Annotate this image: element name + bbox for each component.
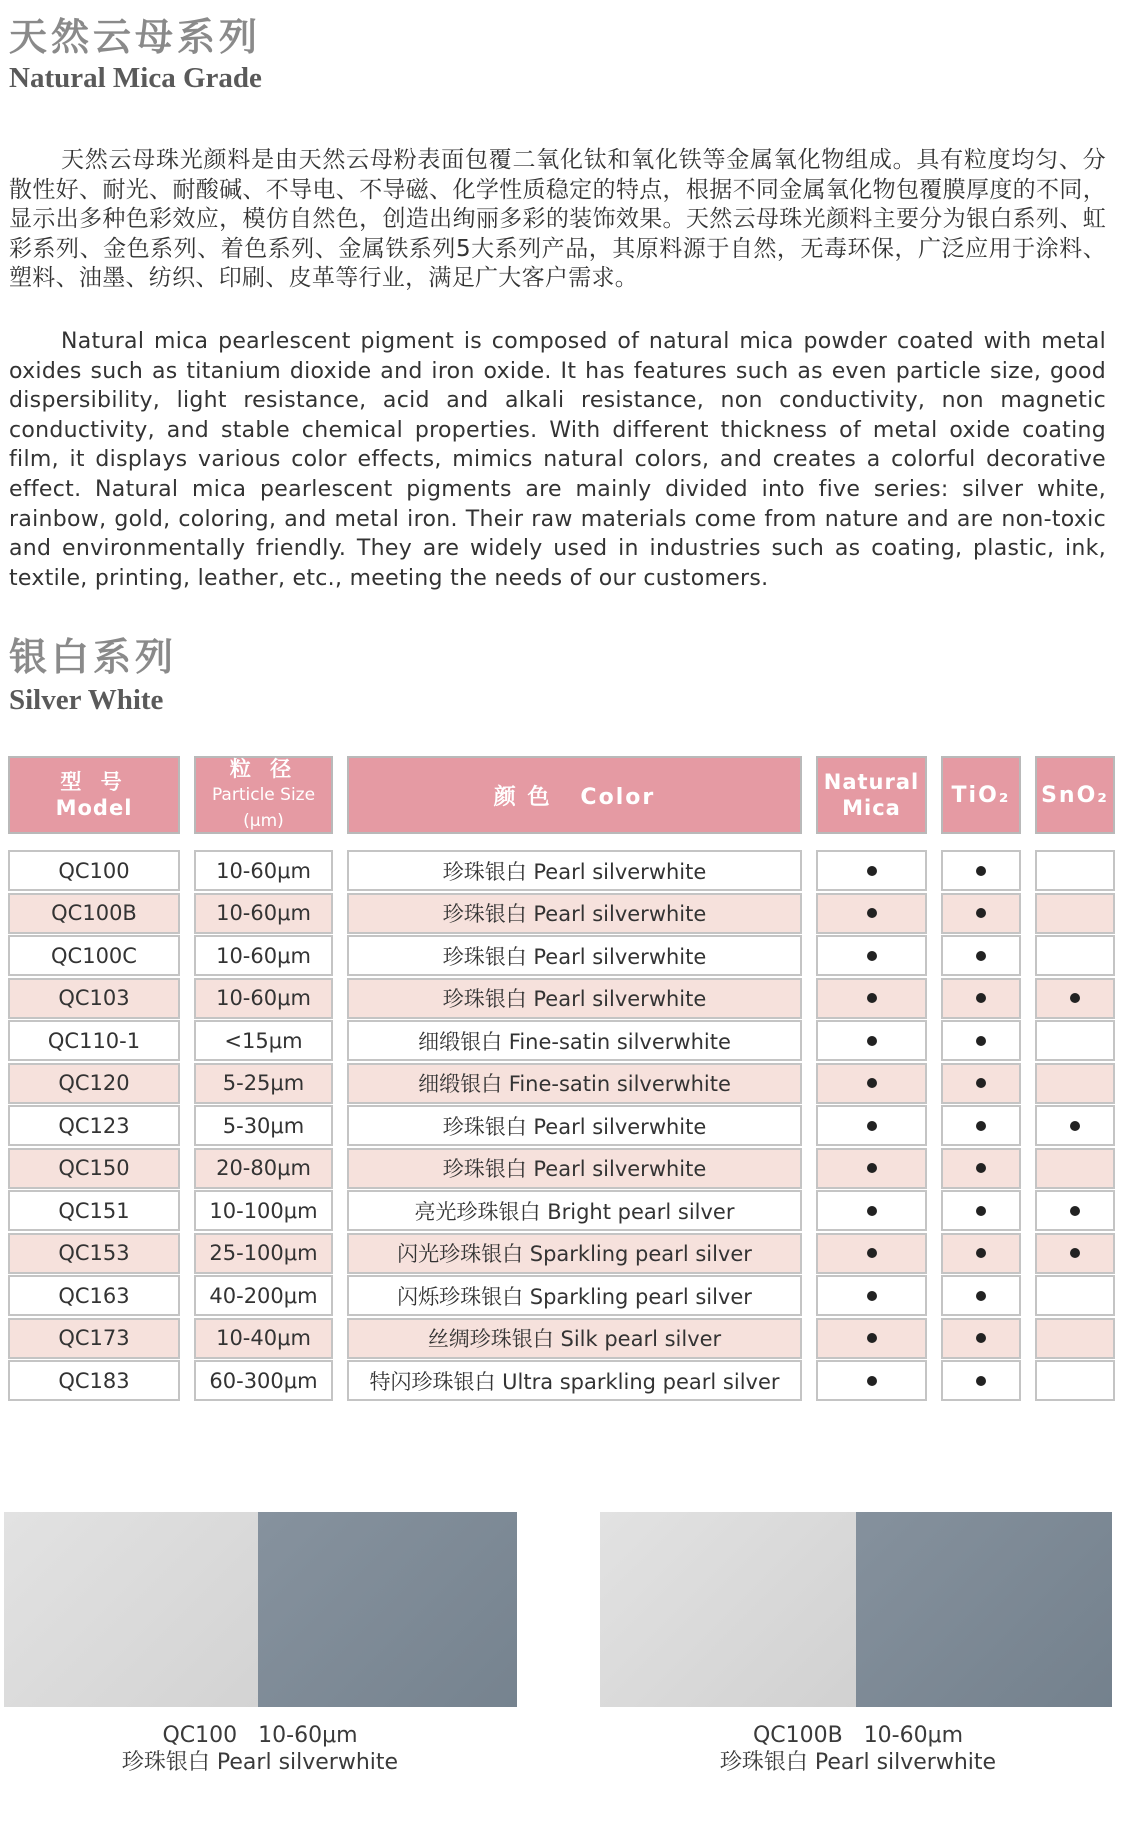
cell-mica	[816, 1233, 927, 1274]
cell-mica	[816, 978, 927, 1019]
sample-swatch-light-2	[600, 1512, 856, 1707]
section-title-zh: 天然云母系列	[9, 14, 262, 59]
cell-size: 10-60μm	[194, 935, 333, 976]
cell-model: QC120	[8, 1063, 180, 1104]
presence-dot-icon	[976, 1078, 986, 1088]
table-row	[0, 1148, 1125, 1191]
table-row	[0, 1275, 1125, 1318]
table-row	[0, 935, 1125, 978]
presence-dot-icon	[867, 993, 877, 1003]
cell-size: 20-80μm	[194, 1148, 333, 1189]
cell-size: 5-25μm	[194, 1063, 333, 1104]
cell-color: 特闪珍珠银白 Ultra sparkling pearl silver	[347, 1360, 802, 1401]
table-row	[0, 893, 1125, 936]
presence-dot-icon	[867, 866, 877, 876]
cell-tio2	[941, 893, 1021, 934]
presence-dot-icon	[976, 908, 986, 918]
cell-model: QC103	[8, 978, 180, 1019]
cell-color: 丝绸珍珠银白 Silk pearl silver	[347, 1318, 802, 1359]
cell-color: 细缎银白 Fine-satin silverwhite	[347, 1020, 802, 1061]
table-row	[0, 1190, 1125, 1233]
cell-model: QC151	[8, 1190, 180, 1231]
table-row	[0, 978, 1125, 1021]
cell-tio2	[941, 1318, 1021, 1359]
cell-tio2	[941, 1275, 1021, 1316]
cell-mica	[816, 1275, 927, 1316]
cell-size: 25-100μm	[194, 1233, 333, 1274]
sample-2-color: 珍珠银白 Pearl silverwhite	[719, 1750, 997, 1775]
intro-paragraph-zh: 天然云母珠光颜料是由天然云母粉表面包覆二氧化钛和氧化铁等金属氧化物组成。具有粒度均匀、分散性好、耐光、耐酸碱、不导电、不导磁、化学性质稳定的特点，根据不同金属氧化物包覆膜厚度的不同，显示出多种色彩效应，模仿自然色，创造出绚丽多彩的装饰效果。天然云母珠光颜料主要分为银白系列、虹彩系列、金色系列、着色系列、金属铁系列5大系列产品，其原料源于自然，无毒环保，广泛应用于涂料、塑料、油墨、纺织、印刷、皮革等行业，满足广大客户需求。	[9, 147, 1106, 292]
cell-sno2	[1035, 1105, 1115, 1146]
series-title-zh: 银白系列	[9, 634, 178, 679]
sample-1-model: QC100	[162, 1723, 238, 1748]
sample-swatch-dark-2	[856, 1512, 1112, 1707]
cell-tio2	[941, 1148, 1021, 1189]
cell-model: QC173	[8, 1318, 180, 1359]
sample-caption-2	[658, 1722, 1058, 1776]
cell-model: QC100	[8, 850, 180, 891]
presence-dot-icon	[867, 1333, 877, 1343]
cell-mica	[816, 1020, 927, 1061]
cell-color: 闪光珍珠银白 Sparkling pearl silver	[347, 1233, 802, 1274]
cell-mica	[816, 893, 927, 934]
presence-dot-icon	[867, 1163, 877, 1173]
presence-dot-icon	[976, 1121, 986, 1131]
presence-dot-icon	[867, 1206, 877, 1216]
header-model	[8, 756, 180, 834]
cell-size: <15μm	[194, 1020, 333, 1061]
cell-sno2	[1035, 1233, 1115, 1274]
cell-size: 40-200μm	[194, 1275, 333, 1316]
header-tio2	[941, 756, 1021, 834]
header-particle-size	[194, 756, 333, 834]
cell-tio2	[941, 850, 1021, 891]
presence-dot-icon	[976, 993, 986, 1003]
presence-dot-icon	[1070, 1248, 1080, 1258]
header-model-zh: 型 号	[60, 770, 128, 794]
header-color	[347, 756, 802, 834]
presence-dot-icon	[976, 1163, 986, 1173]
cell-sno2	[1035, 1318, 1115, 1359]
presence-dot-icon	[867, 1078, 877, 1088]
header-color-label: 颜 色 Color	[493, 784, 656, 810]
sample-2-size: 10-60μm	[863, 1723, 964, 1748]
cell-tio2	[941, 1190, 1021, 1231]
cell-size: 10-40μm	[194, 1318, 333, 1359]
header-sno2	[1035, 756, 1115, 834]
table-row	[0, 1063, 1125, 1106]
table-row	[0, 850, 1125, 893]
cell-color: 细缎银白 Fine-satin silverwhite	[347, 1063, 802, 1104]
table-row	[0, 1360, 1125, 1403]
cell-sno2	[1035, 850, 1115, 891]
presence-dot-icon	[1070, 993, 1080, 1003]
cell-color: 珍珠银白 Pearl silverwhite	[347, 850, 802, 891]
header-mica-line2: Mica	[842, 796, 901, 820]
presence-dot-icon	[976, 1036, 986, 1046]
cell-color: 珍珠银白 Pearl silverwhite	[347, 1148, 802, 1189]
cell-sno2	[1035, 1063, 1115, 1104]
cell-size: 10-60μm	[194, 978, 333, 1019]
presence-dot-icon	[976, 1291, 986, 1301]
cell-sno2	[1035, 1148, 1115, 1189]
header-size-zh: 粒 径	[229, 757, 298, 781]
cell-tio2	[941, 1233, 1021, 1274]
presence-dot-icon	[976, 1248, 986, 1258]
cell-sno2	[1035, 893, 1115, 934]
sample-caption-1	[60, 1722, 460, 1776]
cell-color: 珍珠银白 Pearl silverwhite	[347, 1105, 802, 1146]
header-size-en: Particle Size (μm)	[211, 785, 316, 831]
cell-model: QC110-1	[8, 1020, 180, 1061]
cell-size: 10-60μm	[194, 850, 333, 891]
presence-dot-icon	[976, 1376, 986, 1386]
cell-tio2	[941, 1105, 1021, 1146]
header-model-en: Model	[55, 796, 133, 820]
cell-tio2	[941, 1020, 1021, 1061]
cell-color: 亮光珍珠银白 Bright pearl silver	[347, 1190, 802, 1231]
presence-dot-icon	[1070, 1121, 1080, 1131]
cell-model: QC100B	[8, 893, 180, 934]
sample-2-model: QC100B	[752, 1723, 843, 1748]
table-row	[0, 1020, 1125, 1063]
cell-mica	[816, 1105, 927, 1146]
cell-mica	[816, 1063, 927, 1104]
presence-dot-icon	[867, 1036, 877, 1046]
presence-dot-icon	[1070, 1206, 1080, 1216]
cell-mica	[816, 1148, 927, 1189]
cell-color: 珍珠银白 Pearl silverwhite	[347, 935, 802, 976]
header-mica-line1: Natural	[823, 770, 920, 794]
cell-model: QC153	[8, 1233, 180, 1274]
sample-swatch-light-1	[4, 1512, 258, 1707]
section-title-en: Natural Mica Grade	[9, 62, 262, 94]
cell-sno2	[1035, 935, 1115, 976]
presence-dot-icon	[867, 951, 877, 961]
cell-model: QC163	[8, 1275, 180, 1316]
cell-model: QC150	[8, 1148, 180, 1189]
presence-dot-icon	[867, 1248, 877, 1258]
cell-model: QC183	[8, 1360, 180, 1401]
presence-dot-icon	[976, 1206, 986, 1216]
cell-tio2	[941, 978, 1021, 1019]
presence-dot-icon	[976, 866, 986, 876]
table-row	[0, 1233, 1125, 1276]
sample-1-color: 珍珠银白 Pearl silverwhite	[121, 1750, 399, 1775]
header-sno2-label: SnO₂	[1041, 782, 1109, 808]
cell-mica	[816, 1190, 927, 1231]
sample-1-size: 10-60μm	[258, 1723, 358, 1748]
table-row	[0, 1318, 1125, 1361]
sample-swatch-dark-1	[258, 1512, 517, 1707]
presence-dot-icon	[867, 1121, 877, 1131]
cell-size: 10-60μm	[194, 893, 333, 934]
cell-size: 10-100μm	[194, 1190, 333, 1231]
cell-tio2	[941, 1360, 1021, 1401]
presence-dot-icon	[976, 951, 986, 961]
header-tio2-label: TiO₂	[951, 782, 1011, 808]
cell-mica	[816, 935, 927, 976]
cell-mica	[816, 1360, 927, 1401]
cell-size: 60-300μm	[194, 1360, 333, 1401]
cell-sno2	[1035, 1190, 1115, 1231]
presence-dot-icon	[867, 908, 877, 918]
cell-color: 闪烁珍珠银白 Sparkling pearl silver	[347, 1275, 802, 1316]
cell-color: 珍珠银白 Pearl silverwhite	[347, 978, 802, 1019]
cell-tio2	[941, 935, 1021, 976]
cell-color: 珍珠银白 Pearl silverwhite	[347, 893, 802, 934]
cell-size: 5-30μm	[194, 1105, 333, 1146]
cell-model: QC100C	[8, 935, 180, 976]
presence-dot-icon	[867, 1376, 877, 1386]
cell-model: QC123	[8, 1105, 180, 1146]
cell-sno2	[1035, 1275, 1115, 1316]
cell-sno2	[1035, 1360, 1115, 1401]
header-natural-mica	[816, 756, 927, 834]
cell-tio2	[941, 1063, 1021, 1104]
cell-mica	[816, 850, 927, 891]
table-row	[0, 1105, 1125, 1148]
cell-mica	[816, 1318, 927, 1359]
intro-paragraph-en: Natural mica pearlescent pigment is composed of natural mica powder coated with metal oxides such as titanium dioxide and iron oxide. It has features such as even particle size, good dispersibility, light resistance, acid and alkali resistance, non conductivity, non magnetic conductivity, and stable chemical properties. With different thickness of metal oxide coating film, it displays various color effects, mimics natural colors, and creates a colorful decorative effect. Natural mica pearlescent pigments are mainly divided into five series: silver white, rainbow, gold, coloring, and metal iron. Their raw materials come from nature and are non-toxic and environmentally friendly. They are widely used in industries such as coating, plastic, ink, textile, printing, leather, etc., meeting the needs of our customers.	[9, 329, 1106, 591]
series-title-en: Silver White	[9, 684, 164, 716]
presence-dot-icon	[867, 1291, 877, 1301]
cell-sno2	[1035, 1020, 1115, 1061]
cell-sno2	[1035, 978, 1115, 1019]
presence-dot-icon	[976, 1333, 986, 1343]
